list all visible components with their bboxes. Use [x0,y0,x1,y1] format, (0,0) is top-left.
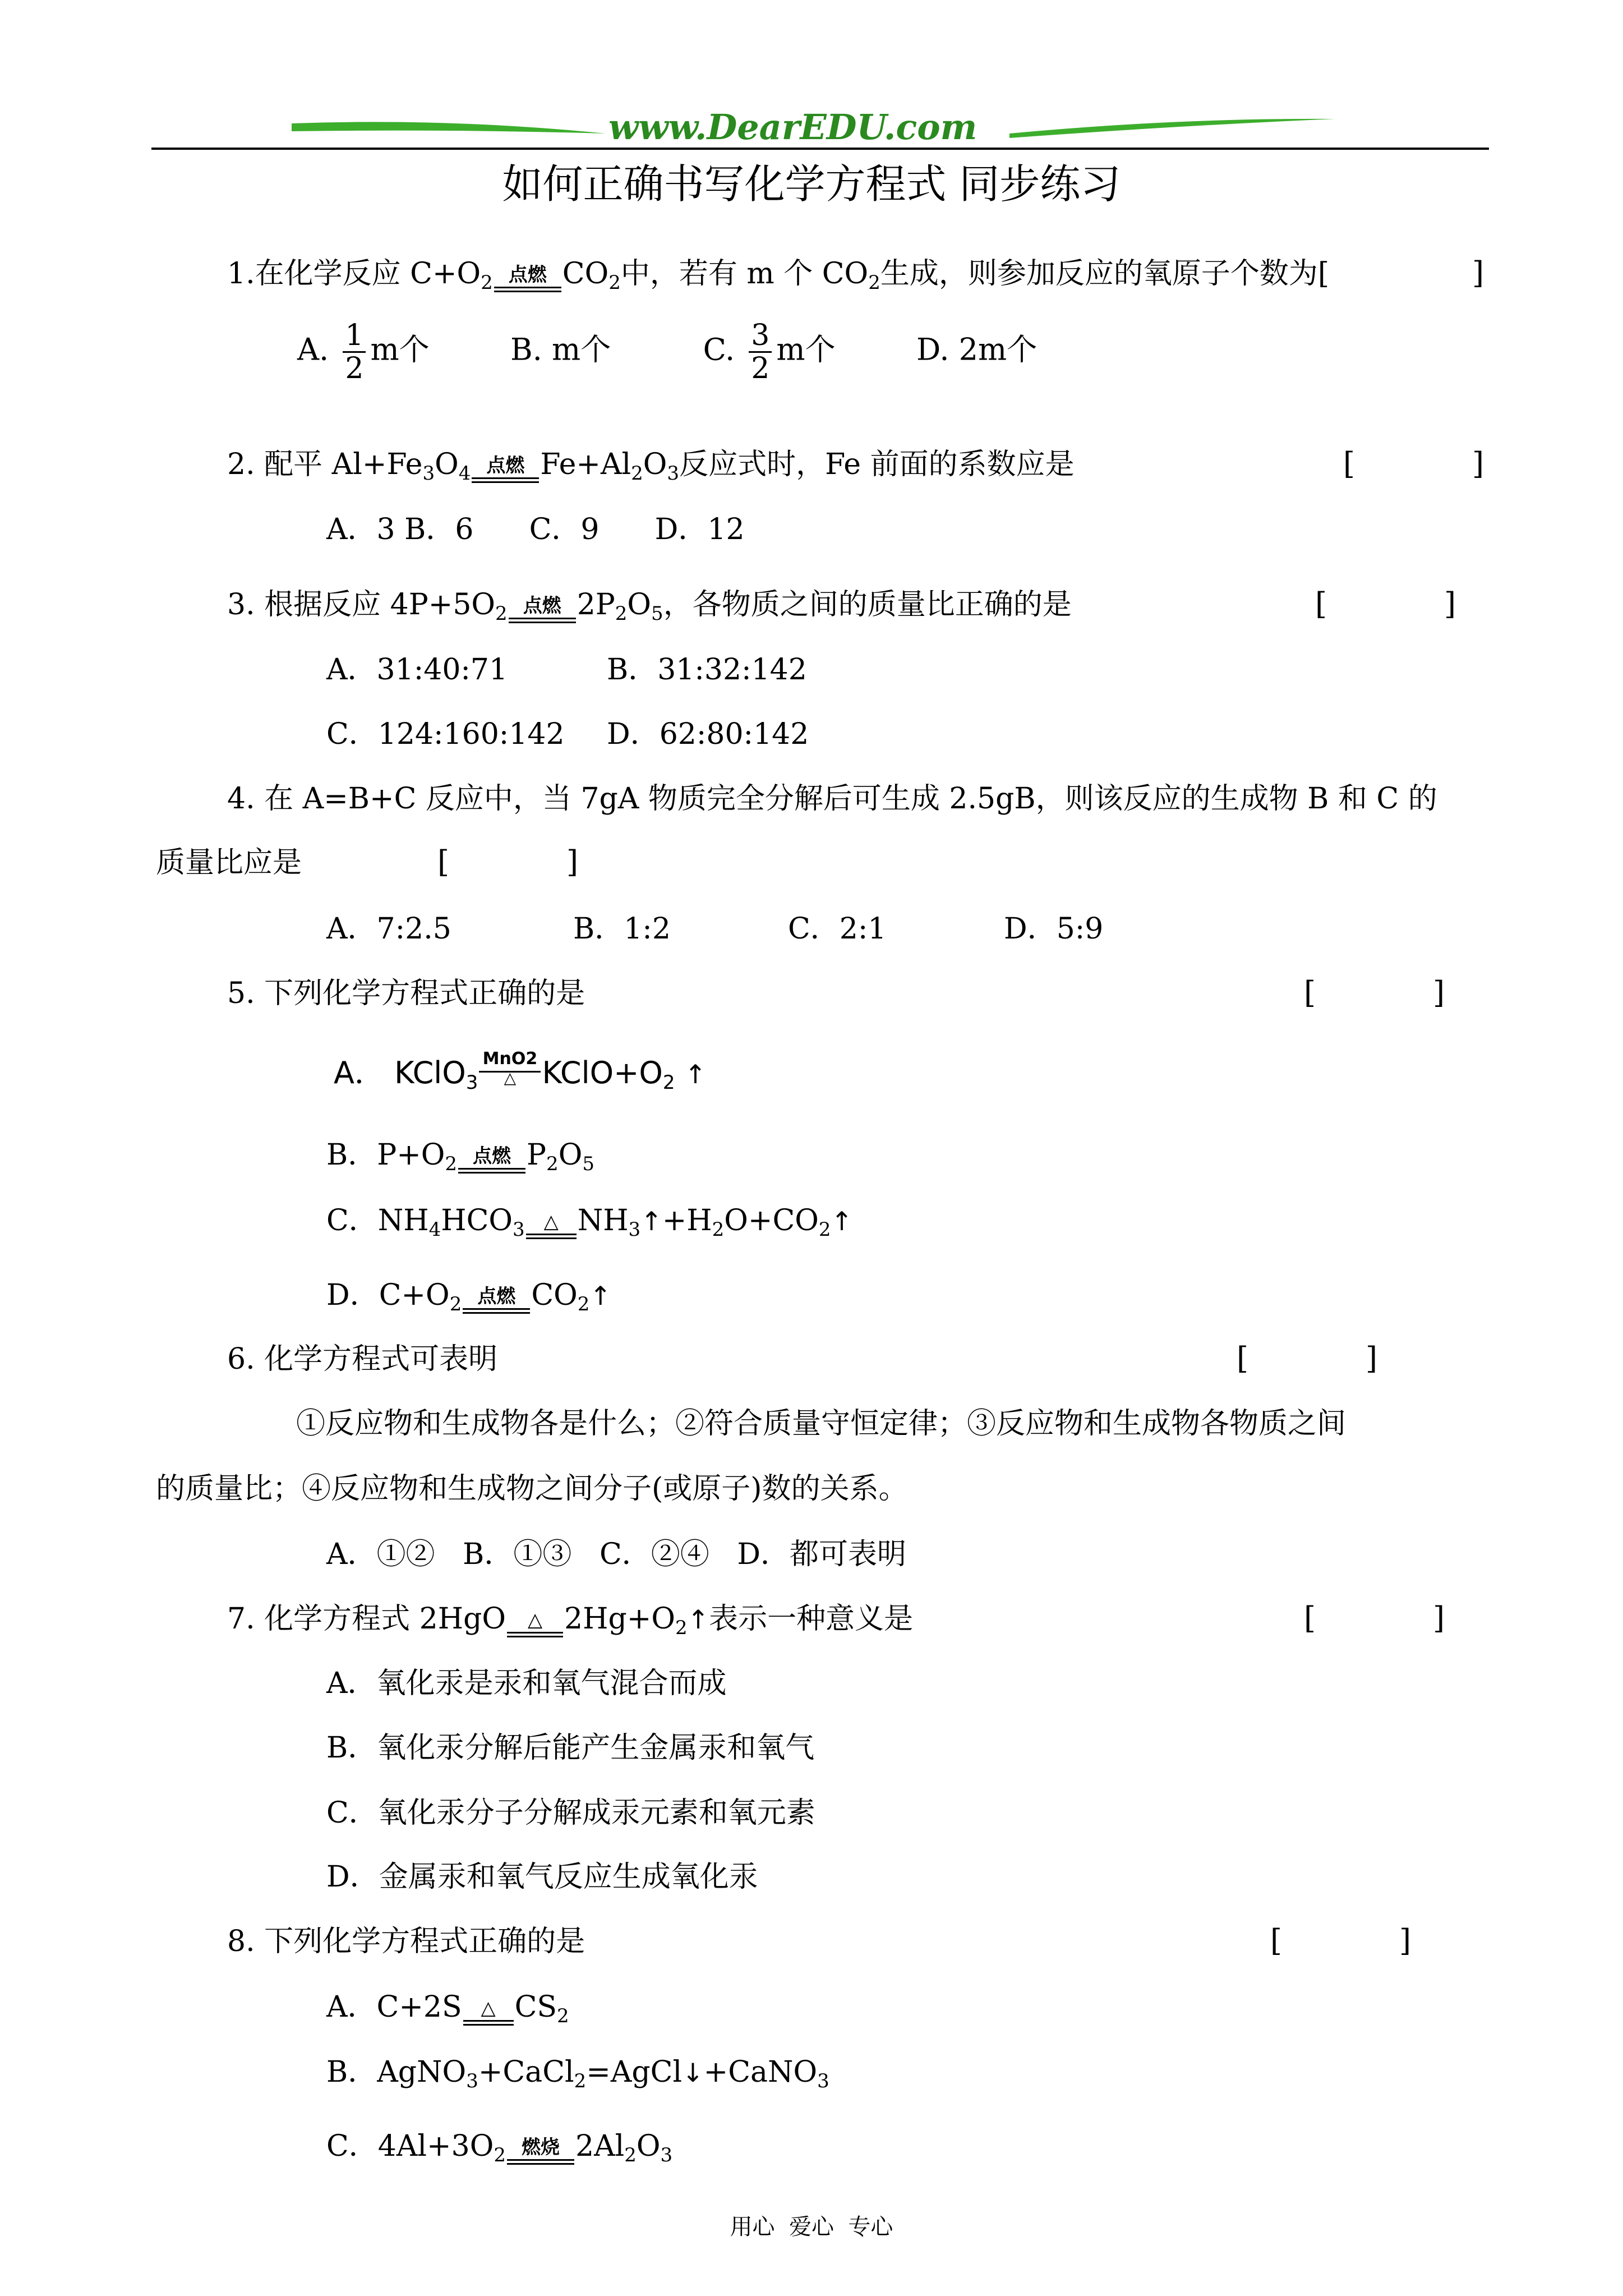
option-b-equation: B．$P+O_2$ 点燃 $P_2O_5$ [326,1140,594,1179]
option-c-equation: C．$4Al+3O_2$ 燃烧 $2Al_2O_3$ [326,2132,672,2170]
header-rule [151,148,1489,150]
answer-bracket-open: [ [1343,446,1355,481]
up-arrow-icon: ↑ [589,1281,611,1311]
answer-bracket-close: ] [1366,1341,1378,1376]
condition-fire: 点燃 [472,458,539,489]
answer-bracket-close: ] [1433,975,1445,1010]
up-arrow-icon: ↑ [640,1206,662,1236]
question-7-stem: 7. 化学方程式 2HgO △ $2Hg+O_2↑$表示一种意义是 [227,1604,913,1643]
option-c: C．124:160:142 [326,717,565,751]
answer-bracket-open: [ [1315,586,1327,622]
answer-bracket-close: ] [1444,586,1456,622]
condition-heat: △ [463,2001,514,2031]
question-8-stem: 8. 下列化学方程式正确的是 [227,1925,585,1958]
option-d-equation: D．$C+O_2$ 点燃 $CO_2↑$ [326,1281,611,1319]
page-title: 如何正确书写化学方程式 同步练习 [502,160,1121,208]
question-2-stem: 2. 配平 $Al+Fe_3O_4$ 点燃 $Fe+Al_2O_3$反应式时，Fe 前面的系数应是 [227,450,1075,489]
condition-fire: 点燃 [509,599,576,629]
option-d: D．5:9 [1004,912,1104,946]
condition-fire: 点燃 [458,1149,525,1179]
question-1-stem: 1.在化学反应 $C+O_2$ 点燃 $CO_2$中，若有 m 个 $CO_2$生成，则参加反应的氧原子个数为[ [227,259,1329,298]
option-a: A．氧化汞是汞和氧气混合而成 [326,1667,727,1700]
option-c-equation: C．$NH_4HCO_3$ △ $NH_3↑+H_2O+CO_2↑$ [326,1206,852,1245]
condition-catalyst-heat: MnO2 △ [479,1052,541,1086]
option-b-equation: B．AgNO$_3$+CaCl$_2$=AgCl↓+CaNO$_3$ [326,2055,829,2092]
answer-bracket-close: ] [1472,446,1484,481]
question-6-stem: 6. 化学方程式可表明 [227,1342,498,1376]
option-b: B．31:32:142 [607,653,807,687]
question-4-stem-line1: 4. 在 A=B+C 反应中，当 7gA 物质完全分解后可生成 2.5gB，则该反应的生成物 B 和 C 的 [227,782,1437,816]
condition-heat: △ [526,1214,577,1245]
answer-bracket-close: ] [1433,1600,1445,1636]
answer-bracket-open: [ [1304,975,1316,1010]
condition-fire: 点燃 [494,268,561,298]
answer-bracket-close: ] [1399,1923,1412,1958]
page-footer: 用心 爱心 专心 [730,2214,893,2240]
question-6-desc-line2: 的质量比；④反应物和生成物之间分子(或原子)数的关系。 [156,1472,908,1506]
option-a-equation: A．C+2S △ $CS_2$ [326,1993,569,2031]
answer-bracket-close: ] [566,844,579,880]
answer-bracket-open: [ [1304,1600,1316,1636]
condition-burn: 燃烧 [507,2140,574,2170]
option-a-equation: A． KClO$_3$ MnO2 △ $KClO+O_2$ ↑ [334,1049,707,1094]
option-b: B．氧化汞分解后能产生金属汞和氧气 [326,1731,815,1765]
condition-heat: △ [507,1613,563,1643]
option-a: A．7:2.5 [326,912,451,946]
option-c: C．氧化汞分子分解成汞元素和氧元素 [326,1796,815,1830]
up-arrow-icon: ↑ [684,1059,707,1089]
answer-bracket-close: ] [1472,255,1484,291]
question-6-options: A．①② B．①③ C．②④ D．都可表明 [326,1538,907,1571]
question-2-options: A．3 B．6 C．9 D．12 [326,513,745,546]
fraction-three-halves: $\frac{3}{2}$ [749,320,772,384]
up-arrow-icon: ↑ [831,1206,853,1236]
logo-swoosh-right [1009,112,1335,146]
question-6-desc-line1: ①反应物和生成物各是什么；②符合质量守恒定律；③反应物和生成物各物质之间 [296,1407,1347,1441]
question-1-options: A. $\frac{1}{2}$ m个 B. m个 C. $\frac{3}{2}$ m个 D. 2m个 [297,319,1038,385]
header [0,0,1623,157]
option-d: D．62:80:142 [607,717,809,751]
up-arrow-icon: ↑ [687,1604,709,1635]
option-d: D．金属汞和氧气反应生成氧化汞 [326,1860,758,1894]
logo-swoosh-left [292,112,606,146]
answer-bracket-open: [ [437,844,450,880]
answer-bracket-open: [ [1270,1923,1283,1958]
question-4-stem-line2: 质量比应是 [156,846,302,880]
question-5-stem: 5. 下列化学方程式正确的是 [227,977,585,1010]
site-logo: www.DearEDU.com [608,107,978,148]
down-arrow-icon: ↓ [682,2058,704,2088]
question-3-stem: 3. 根据反应 $4P+5O_2$ 点燃 $2P_2O_5$，各物质之间的质量比正确的是 [227,590,1072,629]
answer-bracket-open: [ [1237,1341,1249,1376]
option-a: A．31:40:71 [326,653,508,687]
condition-fire: 点燃 [463,1289,530,1319]
fraction-one-half: $\frac{1}{2}$ [343,320,366,384]
option-c: C．2:1 [788,912,887,946]
option-b: B．1:2 [573,912,671,946]
